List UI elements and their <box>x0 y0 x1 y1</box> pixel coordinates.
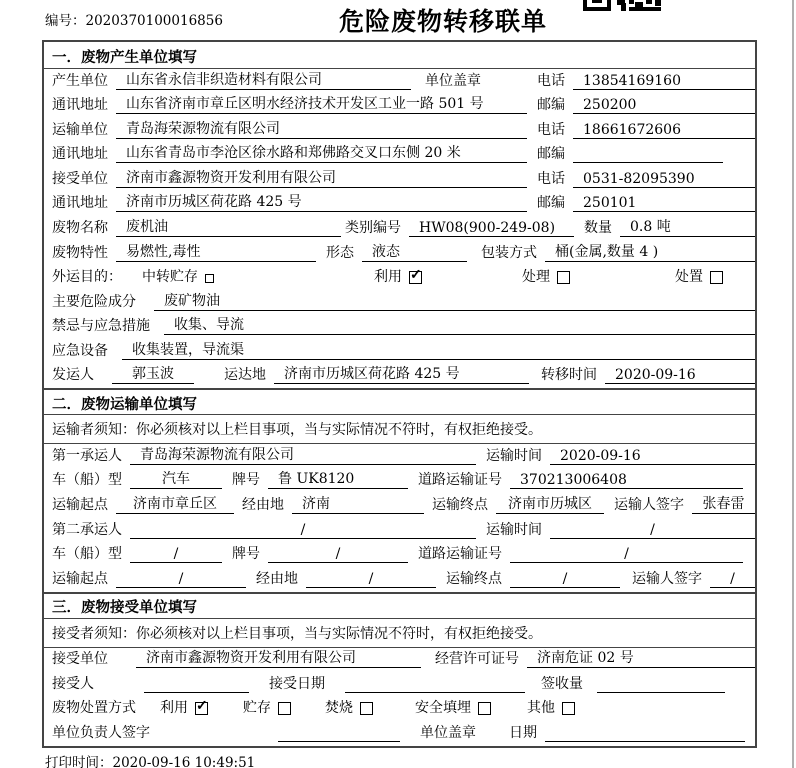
option-label: 安全填埋 <box>415 700 471 717</box>
print-time-value: 2020-09-16 10:49:51 <box>112 755 256 768</box>
zip-label: 邮编 <box>537 195 565 212</box>
sign-date-value <box>545 725 745 742</box>
transfer-time-value: 2020-09-16 <box>605 367 755 384</box>
route2-end-value: / <box>510 571 620 588</box>
received-quantity-value <box>597 676 725 693</box>
vehicle1-permit-value: 370213006408 <box>510 472 743 489</box>
accept-person-label: 接受人 <box>52 675 94 692</box>
route-end-label: 运输终点 <box>432 497 488 513</box>
option-label: 焚烧 <box>325 700 353 717</box>
carrier2-time-value: / <box>550 522 755 539</box>
checkbox-dispose <box>710 271 723 284</box>
row-transporter-address <box>44 143 755 168</box>
row-carrier2 <box>44 518 755 543</box>
road-permit-label: 道路运输证号 <box>418 472 502 489</box>
option-label: 贮存 <box>243 700 271 717</box>
destination-label: 运达地 <box>224 367 266 384</box>
row-route1 <box>44 493 755 518</box>
route-start-label: 运输起点 <box>52 497 108 513</box>
page-title: 危险废物转移联单 <box>338 7 547 36</box>
section2-header: 二．废物运输单位填写 <box>44 388 755 415</box>
disposal-option-utilize <box>160 697 208 717</box>
received-quantity-label: 签收量 <box>541 675 583 692</box>
producer-zip-value: 250200 <box>573 97 755 114</box>
checkbox-transit-storage <box>205 274 214 283</box>
checkbox-utilize <box>409 271 422 284</box>
vehicle1-type-value: 汽车 <box>130 468 222 489</box>
checkbox-disposal-utilize <box>195 702 208 715</box>
waste-traits-label: 废物特性 <box>52 244 108 261</box>
row-transfer-purpose <box>44 266 755 291</box>
carrier-sign-label: 运输人签字 <box>614 497 684 513</box>
print-time-label: 打印时间： <box>45 755 113 768</box>
purpose-option-dispose <box>675 266 723 286</box>
receiver-notice: 接受者须知：你必须核对以上栏目事项，当与实际情况不符时，有权拒绝接受。 <box>44 619 755 648</box>
row-receiver-address <box>44 192 755 217</box>
purpose-option-treat <box>522 266 570 286</box>
row-accept-person <box>44 672 755 697</box>
route2-via-value: / <box>306 571 436 588</box>
disposal-option-store <box>243 697 291 717</box>
receiver-address-value: 济南市历城区荷花路 425 号 <box>116 191 527 212</box>
phone-label: 电话 <box>537 72 565 89</box>
transport-time-label: 运输时间 <box>486 521 542 538</box>
checkbox-disposal-other <box>562 702 575 715</box>
dispatcher-label: 发运人 <box>52 367 94 384</box>
license-value: 济南危证 02 号 <box>527 647 755 668</box>
phone-label: 电话 <box>537 121 565 138</box>
unit-seal-label: 单位盖章 <box>425 72 481 89</box>
route2-start-value: / <box>116 571 246 588</box>
producer-address-value: 山东省济南市章丘区明水经济技术开发区工业一路 501 号 <box>116 93 527 114</box>
route1-sign-value: 张春雷 <box>692 493 755 514</box>
accept-person-value <box>144 676 249 693</box>
receiver-value: 济南市鑫源物资开发利用有限公司 <box>116 167 527 188</box>
row-emergency-measures <box>44 315 755 340</box>
responsible-sign-label: 单位负责人签字 <box>52 724 150 741</box>
purpose-option-transit-storage <box>142 266 214 286</box>
producer-label: 产生单位 <box>52 72 108 89</box>
date-label: 日期 <box>509 724 537 741</box>
partial-qr-code-icon <box>583 0 661 11</box>
carrier1-value: 青岛海荣源物流有限公司 <box>130 444 476 465</box>
transporter-zip-value <box>573 146 723 163</box>
purpose-label: 外运目的： <box>52 269 122 286</box>
row-route2 <box>44 567 755 592</box>
row-disposal-method <box>44 697 755 722</box>
plate-label: 牌号 <box>232 546 260 563</box>
category-code-label: 类别编号 <box>345 219 401 236</box>
disposal-option-incinerate <box>325 697 373 717</box>
dispatcher-value: 郭玉波 <box>112 363 194 384</box>
destination-value: 济南市历城区荷花路 425 号 <box>274 363 529 384</box>
checkbox-treat <box>557 271 570 284</box>
row-receiver <box>44 167 755 192</box>
hazard-label: 主要危险成分 <box>52 293 136 310</box>
option-label: 利用 <box>374 269 402 286</box>
vehicle-type-label: 车（船）型 <box>52 472 122 489</box>
section3-header: 三．废物接受单位填写 <box>44 592 755 619</box>
checkbox-disposal-store <box>278 702 291 715</box>
row-responsible-sign <box>44 721 755 746</box>
waste-name-value: 废机油 <box>116 216 341 237</box>
serial-value: 2020370100016856 <box>85 13 223 29</box>
packaging-value: 桶(金属,数量 4 ) <box>545 241 755 262</box>
route1-via-value: 济南 <box>292 493 424 514</box>
zip-label: 邮编 <box>537 97 565 114</box>
checkbox-disposal-landfill <box>478 702 491 715</box>
transfer-form <box>42 40 757 748</box>
row-hazard-components <box>44 290 755 315</box>
row-waste-traits <box>44 241 755 266</box>
row-transporter <box>44 118 755 143</box>
vehicle2-type-value: / <box>130 546 222 563</box>
vehicle-type-label: 车（船）型 <box>52 546 122 563</box>
producer-value: 山东省永信非织造材料有限公司 <box>116 69 411 90</box>
carrier2-value: / <box>130 522 476 539</box>
row-carrier1 <box>44 444 755 469</box>
carrier1-label: 第一承运人 <box>52 447 122 464</box>
disposal-method-label: 废物处置方式 <box>52 700 136 717</box>
address-label: 通讯地址 <box>52 146 108 163</box>
route1-start-value: 济南市章丘区 <box>116 493 234 514</box>
license-label: 经营许可证号 <box>435 651 519 668</box>
route2-sign-value: / <box>710 571 755 588</box>
row-dispatch <box>44 364 755 389</box>
row-producer <box>44 69 755 94</box>
carrier-sign-label: 运输人签字 <box>632 570 702 587</box>
emergency-equipment-value: 收集装置，导流渠 <box>122 339 755 360</box>
physical-form-value: 液态 <box>362 241 467 262</box>
receiver-phone-value: 0531-82095390 <box>573 171 755 188</box>
purpose-option-utilize <box>374 266 422 286</box>
route-end-label: 运输终点 <box>446 570 502 587</box>
transporter-phone-value: 18661672606 <box>573 122 755 139</box>
transporter-value: 青岛海荣源物流有限公司 <box>116 118 527 139</box>
carrier1-time-value: 2020-09-16 <box>550 448 755 465</box>
hazard-value: 废矿物油 <box>154 290 755 311</box>
zip-label: 邮编 <box>537 146 565 163</box>
row-accept-unit <box>44 648 755 673</box>
receiver-zip-value: 250101 <box>573 195 755 212</box>
accept-date-value <box>345 676 525 693</box>
responsible-sign-value <box>278 725 400 742</box>
vehicle2-plate-value: / <box>268 546 408 563</box>
plate-label: 牌号 <box>232 472 260 489</box>
waste-traits-value: 易燃性,毒性 <box>116 241 316 262</box>
route-start-label: 运输起点 <box>52 570 108 587</box>
category-code-value: HW08(900-249-08) <box>409 220 574 237</box>
row-vehicle2 <box>44 543 755 568</box>
checkbox-disposal-incinerate <box>360 702 373 715</box>
serial-label: 编号： <box>45 13 86 29</box>
print-time <box>45 751 255 768</box>
quantity-value: 0.8 吨 <box>620 216 755 237</box>
vehicle1-plate-value: 鲁 UK8120 <box>268 468 408 489</box>
transport-time-label: 运输时间 <box>486 447 542 464</box>
option-label: 利用 <box>160 700 188 717</box>
row-vehicle1 <box>44 469 755 494</box>
transporter-address-value: 山东省青岛市李沧区徐水路和郑佛路交叉口东侧 20 米 <box>116 142 527 163</box>
unit-seal-label: 单位盖章 <box>420 724 476 741</box>
option-label: 中转贮存 <box>142 269 198 286</box>
route-via-label: 经由地 <box>242 497 284 513</box>
transfer-time-label: 转移时间 <box>541 367 597 384</box>
disposal-option-other <box>527 697 575 717</box>
address-label: 通讯地址 <box>52 195 108 212</box>
carrier2-label: 第二承运人 <box>52 521 122 538</box>
phone-label: 电话 <box>537 170 565 187</box>
row-waste-name <box>44 216 755 241</box>
accept-date-label: 接受日期 <box>269 675 325 692</box>
disposal-option-landfill <box>415 697 491 717</box>
quantity-label: 数量 <box>584 219 612 236</box>
road-permit-label: 道路运输证号 <box>418 546 502 563</box>
emergency-equipment-label: 应急设备 <box>52 342 108 359</box>
emergency-measures-label: 禁忌与应急措施 <box>52 318 150 335</box>
section1-header: 一．废物产生单位填写 <box>44 42 755 69</box>
physical-form-label: 形态 <box>326 244 354 261</box>
window-right-edge <box>792 0 794 768</box>
row-producer-address <box>44 94 755 119</box>
row-emergency-equipment <box>44 339 755 364</box>
producer-phone-value: 13854169160 <box>573 73 755 90</box>
accept-unit-label: 接受单位 <box>52 651 108 668</box>
packaging-label: 包装方式 <box>481 244 537 261</box>
route-via-label: 经由地 <box>256 570 298 587</box>
option-label: 其他 <box>527 700 555 717</box>
option-label: 处置 <box>675 269 703 286</box>
address-label: 通讯地址 <box>52 97 108 114</box>
transporter-notice: 运输者须知：你必须核对以上栏目事项，当与实际情况不符时，有权拒绝接受。 <box>44 415 755 444</box>
accept-unit-value: 济南市鑫源物资开发利用有限公司 <box>136 647 421 668</box>
vehicle2-permit-value: / <box>510 546 743 563</box>
transporter-label: 运输单位 <box>52 121 108 138</box>
emergency-measures-value: 收集、导流 <box>164 314 755 335</box>
waste-name-label: 废物名称 <box>52 219 108 236</box>
option-label: 处理 <box>522 269 550 286</box>
route1-end-value: 济南市历城区 <box>496 493 604 514</box>
receiver-label: 接受单位 <box>52 170 108 187</box>
